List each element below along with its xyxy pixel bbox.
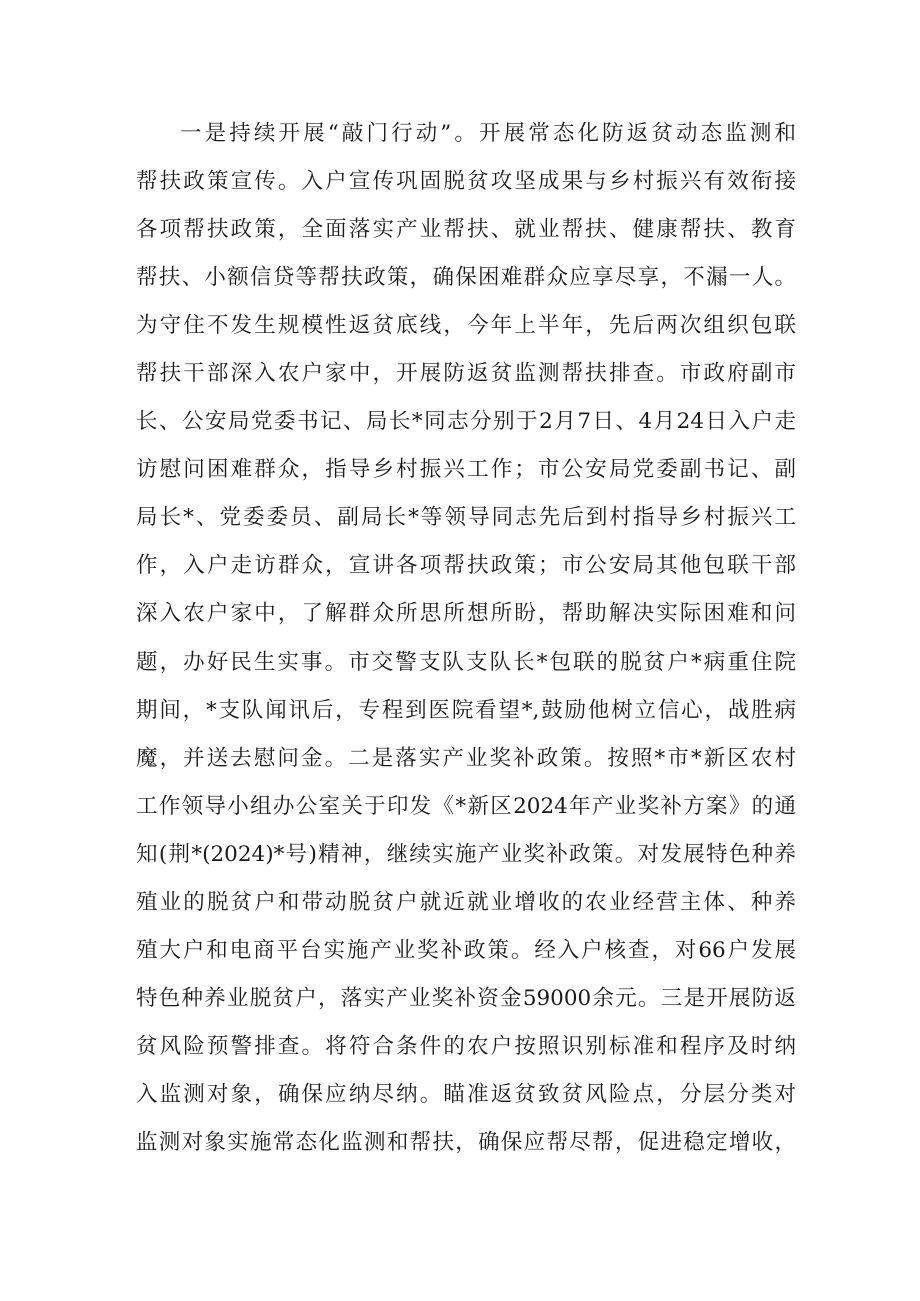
paragraph-line: 监测对象实施常态化监测和帮扶，确保应帮尽帮，促进稳定增收， xyxy=(136,1129,796,1155)
paragraph-line: 一是持续开展“敲门行动”。开展常态化防返贫动态监测和 xyxy=(180,121,796,146)
paragraph-line: 各项帮扶政策，全面落实产业帮扶、就业帮扶、健康帮扶、教育 xyxy=(136,217,796,243)
paragraph-line: 题，办好民生实事。市交警支队支队长*包联的脱贫户*病重住院 xyxy=(136,649,796,675)
paragraph-line: 殖业的脱贫户和带动脱贫户就近就业增收的农业经营主体、种养 xyxy=(136,889,796,915)
paragraph-line: 访慰问困难群众，指导乡村振兴工作；市公安局党委副书记、副 xyxy=(136,457,796,483)
paragraph-line: 知(荆*(2024)*号)精神，继续实施产业奖补政策。对发展特色种养 xyxy=(136,841,796,867)
paragraph-line: 工作领导小组办公室关于印发《*新区2024年产业奖补方案》的通 xyxy=(136,793,796,819)
paragraph-line: 长、公安局党委书记、局长*同志分别于2月7日、4月24日入户走 xyxy=(136,409,796,435)
paragraph-line: 魔，并送去慰问金。二是落实产业奖补政策。按照*市*新区农村 xyxy=(136,745,796,771)
paragraph-line: 帮扶政策宣传。入户宣传巩固脱贫攻坚成果与乡村振兴有效衔接 xyxy=(136,169,796,195)
paragraph-line: 入监测对象，确保应纳尽纳。瞄准返贫致贫风险点，分层分类对 xyxy=(136,1081,796,1107)
paragraph-line: 特色种养业脱贫户，落实产业奖补资金59000余元。三是开展防返 xyxy=(136,985,796,1011)
paragraph-line: 深入农户家中，了解群众所思所想所盼，帮助解决实际困难和问 xyxy=(136,601,796,627)
body-paragraph xyxy=(136,110,796,1167)
paragraph-line: 期间，*支队闻讯后，专程到医院看望*,鼓励他树立信心，战胜病 xyxy=(136,697,796,723)
paragraph-line: 帮扶、小额信贷等帮扶政策，确保困难群众应享尽享，不漏一人。 xyxy=(136,265,796,291)
paragraph-line: 帮扶干部深入农户家中，开展防返贫监测帮扶排查。市政府副市 xyxy=(136,361,796,387)
paragraph-line: 局长*、党委委员、副局长*等领导同志先后到村指导乡村振兴工 xyxy=(136,505,796,531)
paragraph-line: 为守住不发生规模性返贫底线，今年上半年，先后两次组织包联 xyxy=(136,313,796,339)
paragraph-line: 殖大户和电商平台实施产业奖补政策。经入户核查，对66户发展 xyxy=(136,937,796,963)
paragraph-line: 作，入户走访群众，宣讲各项帮扶政策；市公安局其他包联干部 xyxy=(136,553,796,579)
paragraph-line: 贫风险预警排查。将符合条件的农户按照识别标准和程序及时纳 xyxy=(136,1033,796,1059)
